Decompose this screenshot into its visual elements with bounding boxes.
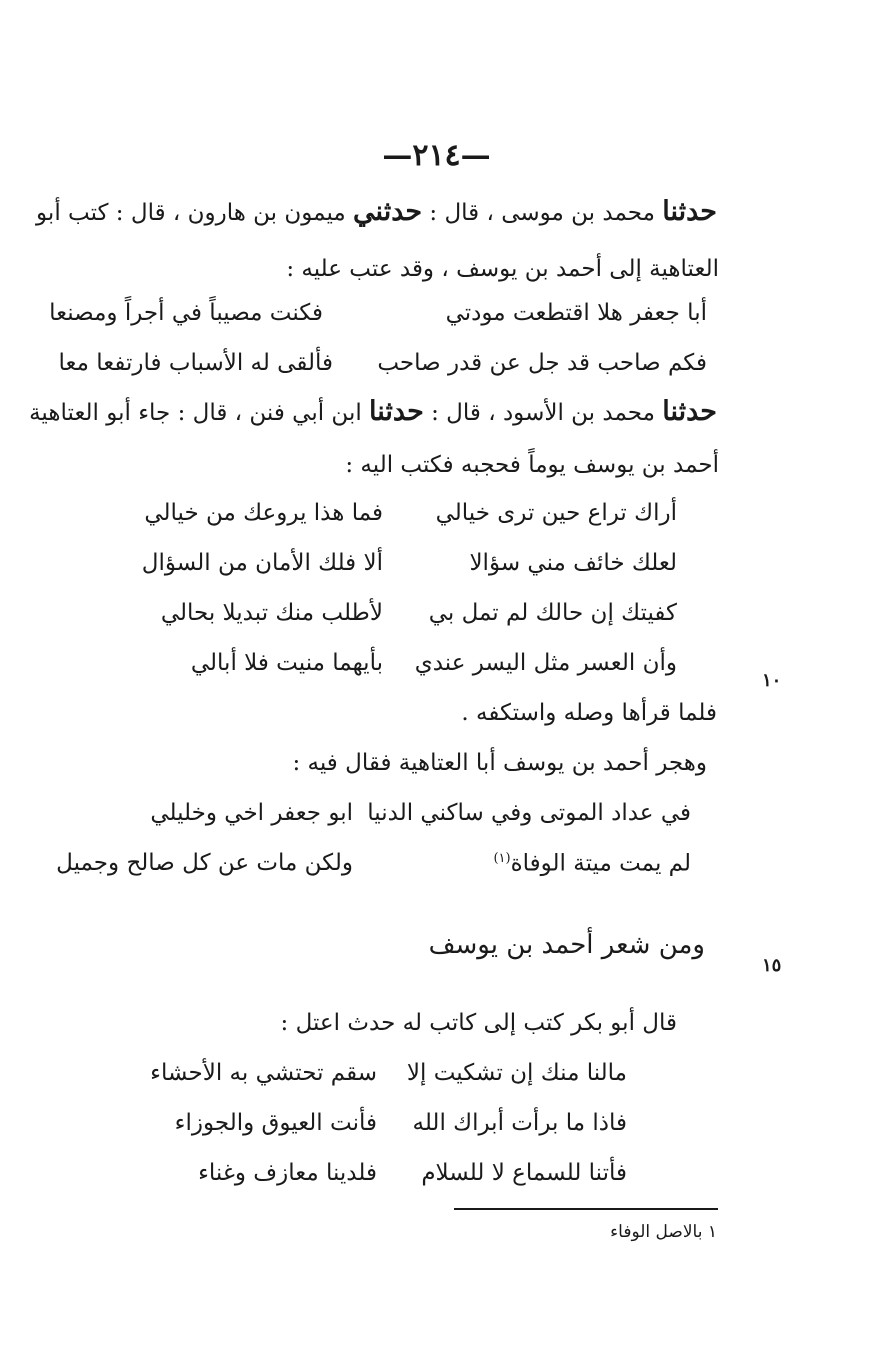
prose-line: وهجر أحمد بن يوسف أبا العتاهية فقال فيه : (292, 750, 707, 776)
verse-first-hemistich (361, 852, 691, 876)
line-number-marker: ١٥ (762, 955, 782, 976)
prose-line: أحمد بن يوسف يوماً فحجبه فكتب اليه : (345, 452, 719, 478)
prose-line: قال أبو بكر كتب إلى كاتب له حدث اعتل : (280, 1010, 677, 1036)
verse-first-hemistich: أراك تراع حين ترى خيالي (435, 500, 677, 526)
verse-second-hemistich: ابو جعفر اخي وخليلي (150, 800, 353, 826)
verse-second-hemistich: فما هذا يروعك من خيالي (144, 500, 383, 526)
prose-text: محمد بن موسى ، قال : (429, 200, 655, 226)
isnad-keyword: حدثنا (662, 196, 717, 227)
verse-first-hemistich: وأن العسر مثل اليسر عندي (414, 650, 677, 676)
footnote-divider (454, 1208, 718, 1210)
prose-line: العتاهية إلى أحمد بن يوسف ، وقد عتب عليه : (286, 256, 719, 282)
isnad-keyword: حدثنا (662, 396, 717, 427)
verse-first-hemistich: مالنا منك إن تشكيت إلا (406, 1060, 627, 1086)
prose-line (36, 196, 717, 227)
verse-first-hemistich: أبا جعفر هلا اقتطعت مودتي (445, 300, 707, 326)
footnote-ref: (١) (493, 851, 511, 866)
verse-first-hemistich: فأتنا للسماع لا للسلام (421, 1160, 627, 1186)
verse-second-hemistich: ولكن مات عن كل صالح وجميل (56, 850, 353, 876)
prose-line (29, 396, 717, 427)
verse-second-hemistich: فألقى له الأسباب فارتفعا معا (58, 350, 333, 376)
verse-second-hemistich: ألا فلك الأمان من السؤال (141, 550, 383, 576)
prose-text: ابن أبي فنن ، قال : جاء أبو العتاهية (29, 400, 362, 426)
verse-second-hemistich: فكنت مصيباً في أجراً ومصنعا (49, 300, 323, 326)
footnote: ١ بالاصل الوفاء (610, 1222, 717, 1242)
prose-text: محمد بن الأسود ، قال : (431, 400, 655, 426)
verse-first-hemistich: لعلك خائف مني سؤالا (469, 550, 677, 576)
verse-second-hemistich: لأطلب منك تبديلا بحالي (160, 600, 383, 626)
verse-text: لم يمت ميتة الوفاة (510, 850, 691, 877)
verse-first-hemistich: في عداد الموتى وفي ساكني الدنيا (367, 800, 691, 826)
page-number: —٢١٤— (382, 138, 491, 173)
isnad-keyword: حدثني (353, 196, 423, 227)
prose-line: فلما قرأها وصله واستكفه . (461, 700, 717, 726)
isnad-keyword: حدثنا (369, 396, 424, 427)
verse-first-hemistich: كفيتك إن حالك لم تمل بي (428, 600, 677, 626)
verse-second-hemistich: فأنت العيوق والجوزاء (174, 1110, 377, 1136)
line-number-marker: ١٠ (762, 670, 782, 691)
section-heading: ومن شعر أحمد بن يوسف (428, 930, 705, 960)
verse-second-hemistich: فلدينا معازف وغناء (198, 1160, 377, 1186)
verse-second-hemistich: بأيهما منيت فلا أبالي (190, 650, 383, 676)
prose-text: ميمون بن هارون ، قال : كتب أبو (36, 200, 346, 226)
verse-second-hemistich: سقم تحتشي به الأحشاء (150, 1060, 377, 1086)
verse-first-hemistich: فكم صاحب قد جل عن قدر صاحب (377, 350, 707, 376)
verse-first-hemistich: فاذا ما برأت أبراك الله (412, 1110, 627, 1136)
